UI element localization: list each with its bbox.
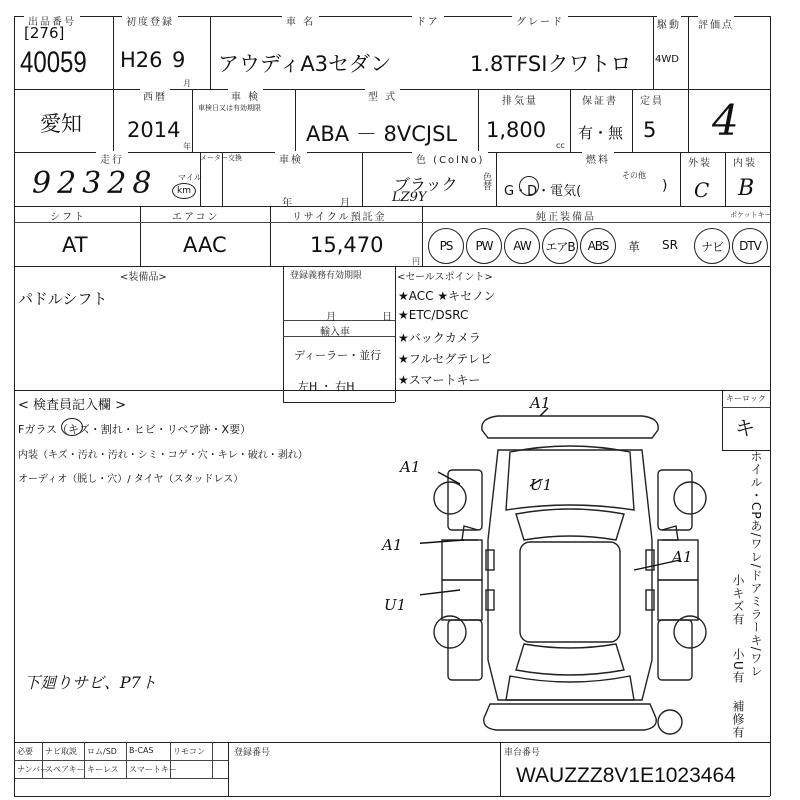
keylock-value: キ: [735, 416, 755, 440]
right-rear-door: [658, 580, 698, 620]
door-handle: [486, 550, 494, 570]
door-handle: [646, 590, 654, 610]
year-unit-small: 年: [282, 198, 292, 209]
month-unit-small: 月: [340, 198, 350, 209]
fuel-options: G・D・電気(: [504, 184, 582, 199]
grid-line: [478, 89, 479, 152]
equipment-item: PW: [466, 228, 502, 264]
grid-line: [14, 742, 770, 743]
handwritten-note: 下廻りサビ、P7ト: [24, 673, 157, 692]
mileage: 92328: [32, 166, 158, 201]
damage-mark: U1: [530, 476, 553, 494]
grid-line: [126, 742, 127, 778]
wheel-front-left: [434, 482, 466, 514]
grid-line: [113, 16, 114, 89]
import-type: ディーラー・並行: [294, 349, 382, 362]
mark-circle: [61, 418, 83, 436]
option-cell: キーレス: [87, 765, 119, 774]
grid-line: [653, 16, 654, 89]
grid-line: [688, 16, 689, 152]
equipment-item: ABS: [580, 228, 616, 264]
equipment-item: AW: [504, 228, 540, 264]
hood-outline: [506, 446, 634, 510]
inspector-header: < 検査員記入欄 >: [18, 398, 127, 413]
grid-line: [14, 222, 770, 223]
remark-small-dent: 小U有: [731, 648, 745, 684]
model-code-label: 型 式: [365, 88, 400, 103]
mile-option: マイル: [178, 173, 202, 182]
grid-line: [295, 89, 296, 152]
remark-repaired: 補修有: [731, 700, 745, 739]
option-cell: スマートキー: [129, 765, 177, 774]
rear-bumper: [484, 704, 657, 730]
exterior-label: 外装: [688, 154, 712, 169]
car-name-label: 車 名: [282, 13, 319, 28]
yen-unit: 円: [412, 257, 420, 266]
steering-side: 左H ・ 右H: [298, 380, 355, 393]
interior-label: 内装: [733, 154, 757, 169]
grid-line: [14, 206, 770, 207]
import-label: 輸入車: [320, 327, 350, 338]
grid-line: [500, 742, 501, 796]
first-registration-year: H26: [120, 48, 163, 72]
left-rear-door: [442, 580, 482, 620]
door-handle: [486, 590, 494, 610]
grid-line: [725, 152, 726, 206]
option-cell: ロム/SD: [87, 747, 117, 756]
pocket-key-label: ポケットキー: [730, 211, 772, 219]
grid-line: [570, 89, 571, 152]
option-cell: ナンバー: [17, 765, 49, 774]
year-unit: 年: [183, 142, 191, 151]
fuel-circle: [519, 176, 539, 196]
equipment-item: DTV: [732, 228, 768, 264]
fuel-other: その他: [622, 171, 646, 180]
left-front-door: [442, 540, 482, 580]
shift-label: シフト: [50, 212, 86, 223]
grid-line: [632, 89, 633, 152]
expiry-month: 月: [326, 312, 336, 323]
vin-label: 車台番号: [504, 748, 541, 758]
remark-small-scratch: 小キズ有: [731, 574, 745, 626]
grid-line: [770, 16, 771, 796]
sales-point: ★ETC/DSRC: [398, 308, 469, 322]
grid-line: [14, 266, 770, 267]
lot-prefix: [276]: [24, 24, 65, 42]
drive-label: 駆動: [657, 16, 681, 31]
grid-line: [270, 206, 271, 266]
color-label: 色 (ColNo): [412, 151, 488, 166]
seats-label: 定員: [640, 92, 664, 107]
grid-line: [113, 89, 114, 152]
grid-line: [14, 16, 15, 796]
registration-expiry-label: 登録義務有効期限: [290, 271, 363, 281]
grade: 1.8TFSIクワトロ: [470, 52, 632, 76]
registration-label: 車検: [275, 151, 307, 166]
spare-tire: [658, 710, 682, 734]
car-diagram: [420, 400, 720, 740]
option-cell: 必要: [17, 747, 33, 756]
equipment-text: パドルシフト: [18, 290, 108, 308]
grid-line: [42, 742, 43, 778]
color-code: LZ9Y: [392, 190, 427, 205]
color-change-label: 色替: [481, 172, 491, 190]
first-registration-month: 9: [172, 48, 186, 72]
expiry-day: 日: [382, 312, 392, 323]
equipment-item: エアB: [542, 228, 578, 264]
option-cell: ナビ取説: [45, 747, 77, 756]
left-front-fender: [448, 470, 482, 530]
sales-point: ★ACC ★キセノン: [398, 289, 496, 303]
displacement: 1,800: [486, 118, 547, 142]
grid-line: [395, 266, 396, 402]
cc-unit: cc: [556, 141, 565, 150]
rear-window: [516, 644, 624, 675]
first-registration-label: 初度登録: [122, 13, 178, 28]
drive-value: 4WD: [655, 54, 679, 65]
grid-line: [283, 402, 395, 403]
grid-line: [722, 407, 770, 408]
grid-line: [192, 89, 193, 152]
recycle-label: リサイクル預託金: [292, 212, 387, 223]
region: 愛知: [40, 112, 82, 136]
damage-pointer: [420, 590, 460, 596]
month-unit: 月: [183, 79, 191, 88]
fuel-label: 燃料: [582, 151, 614, 166]
equipment-item: 革: [628, 240, 641, 254]
grid-line: [170, 742, 171, 778]
grid-line: [14, 778, 228, 779]
damage-mark: A1: [672, 548, 693, 566]
right-rear-fender: [658, 620, 692, 680]
body-outline: [488, 450, 652, 700]
left-rear-fender: [448, 620, 482, 680]
warranty: 有・無: [578, 124, 624, 142]
ac-label: エアコン: [172, 212, 220, 223]
grid-line: [283, 266, 284, 402]
grade-label: グレード: [512, 13, 568, 28]
score-label: 評価点: [698, 16, 734, 31]
equipment-item: SR: [662, 238, 678, 252]
sales-point: ★バックカメラ: [398, 331, 481, 345]
color: ブラック: [394, 175, 458, 194]
grid-line: [680, 152, 681, 206]
interior-grade: B: [738, 176, 755, 201]
mileage-label: 走行: [96, 151, 128, 166]
inspector-line-interior: 内装（キズ・汚れ・汚れ・シミ・コゲ・穴・キレ・破れ・剥れ）: [18, 450, 308, 461]
exterior-grade: C: [694, 178, 710, 202]
warranty-label: 保証書: [582, 92, 618, 107]
km-option: km: [172, 183, 196, 199]
trunk: [506, 676, 634, 700]
ac: AAC: [183, 233, 227, 257]
right-front-fender: [658, 470, 692, 530]
damage-mark: A1: [382, 536, 403, 554]
model-code: ABA － 8VCJSL: [306, 122, 458, 146]
door-label: ドア: [412, 13, 444, 28]
inspector-line-windshield: Fガラス（キズ・割れ・ヒビ・リペア跡・X要）: [18, 423, 252, 436]
sales-point: ★スマートキー: [398, 373, 481, 387]
keylock-label: キーロック: [726, 394, 766, 403]
grid-line: [362, 152, 363, 206]
remark-wheel-mirror: ホイル・CPあ/ワレ/ドアミラーキ/ワレ: [749, 450, 763, 678]
grid-line: [283, 320, 395, 321]
meter-replace-label: メーター交換: [200, 154, 242, 162]
recycle-fee: 15,470: [310, 233, 384, 257]
model-year: 2014: [127, 118, 181, 142]
inspection-sub-label: 車検日又は有効期限: [198, 104, 261, 112]
grid-line: [14, 390, 770, 391]
sales-points-header: <セールスポイント>: [397, 272, 493, 283]
year-label: 西暦: [140, 88, 170, 103]
grid-line: [140, 206, 141, 266]
damage-mark: A1: [400, 458, 421, 476]
registration-number-label: 登録番号: [234, 748, 271, 758]
grid-line: [210, 16, 211, 89]
left-mirror: [462, 526, 478, 540]
windshield: [516, 509, 624, 540]
damage-mark: U1: [384, 596, 407, 614]
wheel-front-right: [674, 482, 706, 514]
displacement-label: 排気量: [502, 92, 538, 107]
equipment-item: ナビ: [694, 228, 730, 264]
seats: 5: [643, 118, 657, 142]
grid-line: [722, 390, 723, 450]
grid-line: [422, 206, 423, 266]
grid-line: [84, 742, 85, 778]
lot-number: 40059: [20, 46, 87, 79]
front-bumper: [482, 416, 658, 438]
grid-line: [212, 742, 213, 778]
equipment-label: 純正装備品: [536, 212, 596, 223]
right-mirror: [662, 526, 678, 540]
inspection-label: 車 検: [228, 88, 263, 103]
vin: WAUZZZ8V1E1023464: [516, 764, 736, 787]
lot-number-label: 出品番号: [24, 13, 80, 28]
grid-line: [14, 760, 228, 761]
score: 4: [712, 96, 739, 145]
car-name: アウディA3セダン: [218, 52, 392, 76]
grid-line: [14, 796, 770, 797]
sales-point: ★フルセグテレビ: [398, 352, 493, 366]
inspector-line-audio: オーディオ（脱し・穴）/ タイヤ（スタッドレス）: [18, 474, 244, 485]
option-cell: B-CAS: [129, 746, 154, 755]
grid-line: [496, 152, 497, 206]
equipment-header: <装備品>: [120, 272, 167, 283]
grid-line: [228, 742, 229, 796]
damage-mark: A1: [530, 394, 551, 412]
roof: [520, 542, 620, 642]
shift: AT: [62, 233, 88, 257]
fuel-close: ): [662, 178, 668, 194]
option-cell: スペアキー: [45, 765, 85, 774]
equipment-item: PS: [428, 228, 464, 264]
option-cell: リモコン: [173, 747, 205, 756]
